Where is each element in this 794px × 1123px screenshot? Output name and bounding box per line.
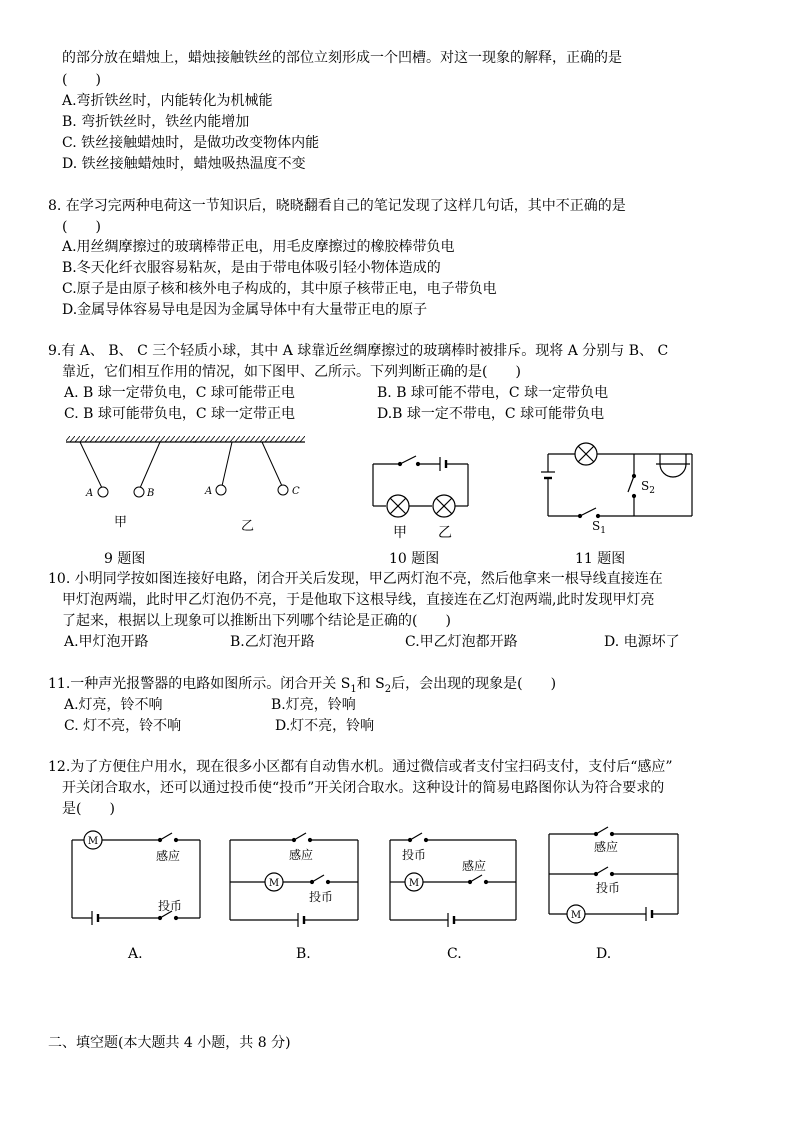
fig10-circuit — [373, 456, 468, 517]
ball-c-label: C — [292, 486, 300, 497]
q9-option-c: C. B 球可能带负电，C 球一定带正电 — [64, 406, 296, 422]
fig11-circuit — [541, 443, 692, 518]
q11-option-a: A.灯亮，铃不响 — [64, 697, 163, 713]
q12-caption-a: A. — [128, 946, 143, 962]
q8-stem-line2: ( ) — [62, 219, 101, 235]
q10-option-b: B.乙灯泡开路 — [230, 634, 315, 650]
fig9-yi-label: 乙 — [241, 519, 255, 534]
q12-circuits — [0, 820, 794, 940]
q10-option-d: D. 电源坏了 — [604, 634, 680, 650]
q9-option-b: B. B 球可能不带电，C 球一定带负电 — [377, 385, 609, 401]
q7-stem-line2: ( ) — [62, 72, 101, 88]
q9-stem-line2: 靠近，它们相互作用的情况，如下图甲、乙所示。下列判断正确的是( ) — [62, 364, 521, 380]
fig9-jia — [66, 436, 196, 530]
q7-option-b: B. 弯折铁丝时，铁丝内能增加 — [62, 114, 250, 130]
q10-stem-line2: 甲灯泡两端，此时甲乙灯泡仍不亮，于是他取下这根导线，直接连在乙灯泡两端,此时发现甲灯亮 — [62, 592, 655, 608]
motor-c: M — [408, 878, 420, 889]
fig9-yi — [193, 436, 305, 534]
q11-option-d: D.灯不亮，铃响 — [275, 718, 375, 734]
q12-caption-d: D. — [596, 946, 612, 962]
q10-stem-line1: 10. 小明同学按如图连接好电路，闭合开关后发现，甲乙两灯泡不亮，然后他拿来一根导线直接连在 — [48, 571, 663, 587]
q7-option-d: D. 铁丝接触蜡烛时，蜡烛吸热温度不变 — [62, 156, 306, 172]
q7-stem-line1: 的部分放在蜡烛上，蜡烛接触铁丝的部位立刻形成一个凹槽。对这一现象的解释，正确的是 — [62, 50, 622, 66]
fig11-s1-label: $S_1$ — [592, 519, 606, 536]
q8-stem-line1: 8. 在学习完两种电荷这一节知识后，晓晓翻看自己的笔记发现了这样几句话，其中不正确的是 — [48, 198, 626, 214]
q8-option-b: B.冬天化纤衣服容易粘灰，是由于带电体吸引轻小物体造成的 — [62, 260, 441, 276]
q9-option-a: A. B 球一定带负电，C 球可能带正电 — [64, 385, 295, 401]
q11-stem: 11.一种声光报警器的电路如图所示。闭合开关 $S_1$和 $S_2$后，会出现的现象是( ) — [48, 676, 557, 695]
fig9-caption: 9 题图 — [104, 551, 146, 567]
sensor-label-d: 感应 — [594, 840, 619, 854]
q11-option-b: B.灯亮，铃响 — [271, 697, 356, 713]
fig10-caption: 10 题图 — [389, 551, 440, 567]
q12-caption-c: C. — [447, 946, 462, 962]
fig10-jia-label: 甲 — [393, 525, 407, 540]
q10-stem-line3: 了起来，根据以上现象可以推断出下列哪个结论是正确的( ) — [62, 613, 451, 629]
q7-option-a: A.弯折铁丝时，内能转化为机械能 — [62, 93, 273, 109]
coin-label-d: 投币 — [596, 881, 621, 895]
motor-d: M — [570, 910, 582, 921]
figures-row — [0, 430, 794, 540]
q9-stem-line1: 9.有 A、 B、 C 三个轻质小球，其中 A 球靠近丝绸摩擦过的玻璃棒时被排斥。现将 A 分别与 B、 C — [48, 343, 669, 359]
q8-option-d: D.金属导体容易导电是因为金属导体中有大量带正电的原子 — [62, 302, 428, 318]
q10-option-c: C.甲乙灯泡都开路 — [405, 634, 518, 650]
q12-caption-b: B. — [296, 946, 311, 962]
coin-label-b: 投币 — [309, 890, 334, 904]
q7-option-c: C. 铁丝接触蜡烛时，是做功改变物体内能 — [62, 135, 320, 151]
coin-label-c: 投币 — [402, 848, 427, 862]
q11-option-c: C. 灯不亮，铃不响 — [64, 718, 182, 734]
ball-a-label: A — [86, 488, 94, 499]
q12-stem-line3: 是( ) — [62, 801, 115, 817]
ball-b-label: B — [147, 488, 155, 499]
q12-stem-line1: 12.为了方便住户用水，现在很多小区都有自动售水机。通过微信或者支付宝扫码支付，支付后“感应” — [48, 759, 673, 775]
fig9-jia-label: 甲 — [114, 515, 128, 530]
sensor-label-b: 感应 — [289, 848, 314, 862]
ball-a2-label: A — [205, 486, 213, 497]
sensor-label-a: 感应 — [156, 849, 181, 863]
coin-label-a: 投币 — [158, 899, 183, 913]
fig11-s2-label: $S_2$ — [641, 479, 655, 496]
q12-stem-line2: 开关闭合取水，还可以通过投币使“投币”开关闭合取水。这种设计的简易电路图你认为符合要求的 — [62, 780, 665, 796]
q10-option-a: A.甲灯泡开路 — [64, 634, 149, 650]
q9-option-d: D.B 球一定不带电，C 球可能带负电 — [377, 406, 605, 422]
motor-b: M — [268, 878, 280, 889]
motor-a: M — [87, 836, 99, 847]
sensor-label-c: 感应 — [462, 859, 487, 873]
fig10-yi-label: 乙 — [438, 525, 452, 540]
q8-option-c: C.原子是由原子核和核外电子构成的，其中原子核带正电，电子带负电 — [62, 281, 497, 297]
q8-option-a: A.用丝绸摩擦过的玻璃棒带正电，用毛皮摩擦过的橡胶棒带负电 — [62, 239, 455, 255]
fig11-caption: 11 题图 — [575, 551, 626, 567]
section-2-heading: 二、填空题(本大题共 4 小题，共 8 分) — [48, 1035, 291, 1051]
